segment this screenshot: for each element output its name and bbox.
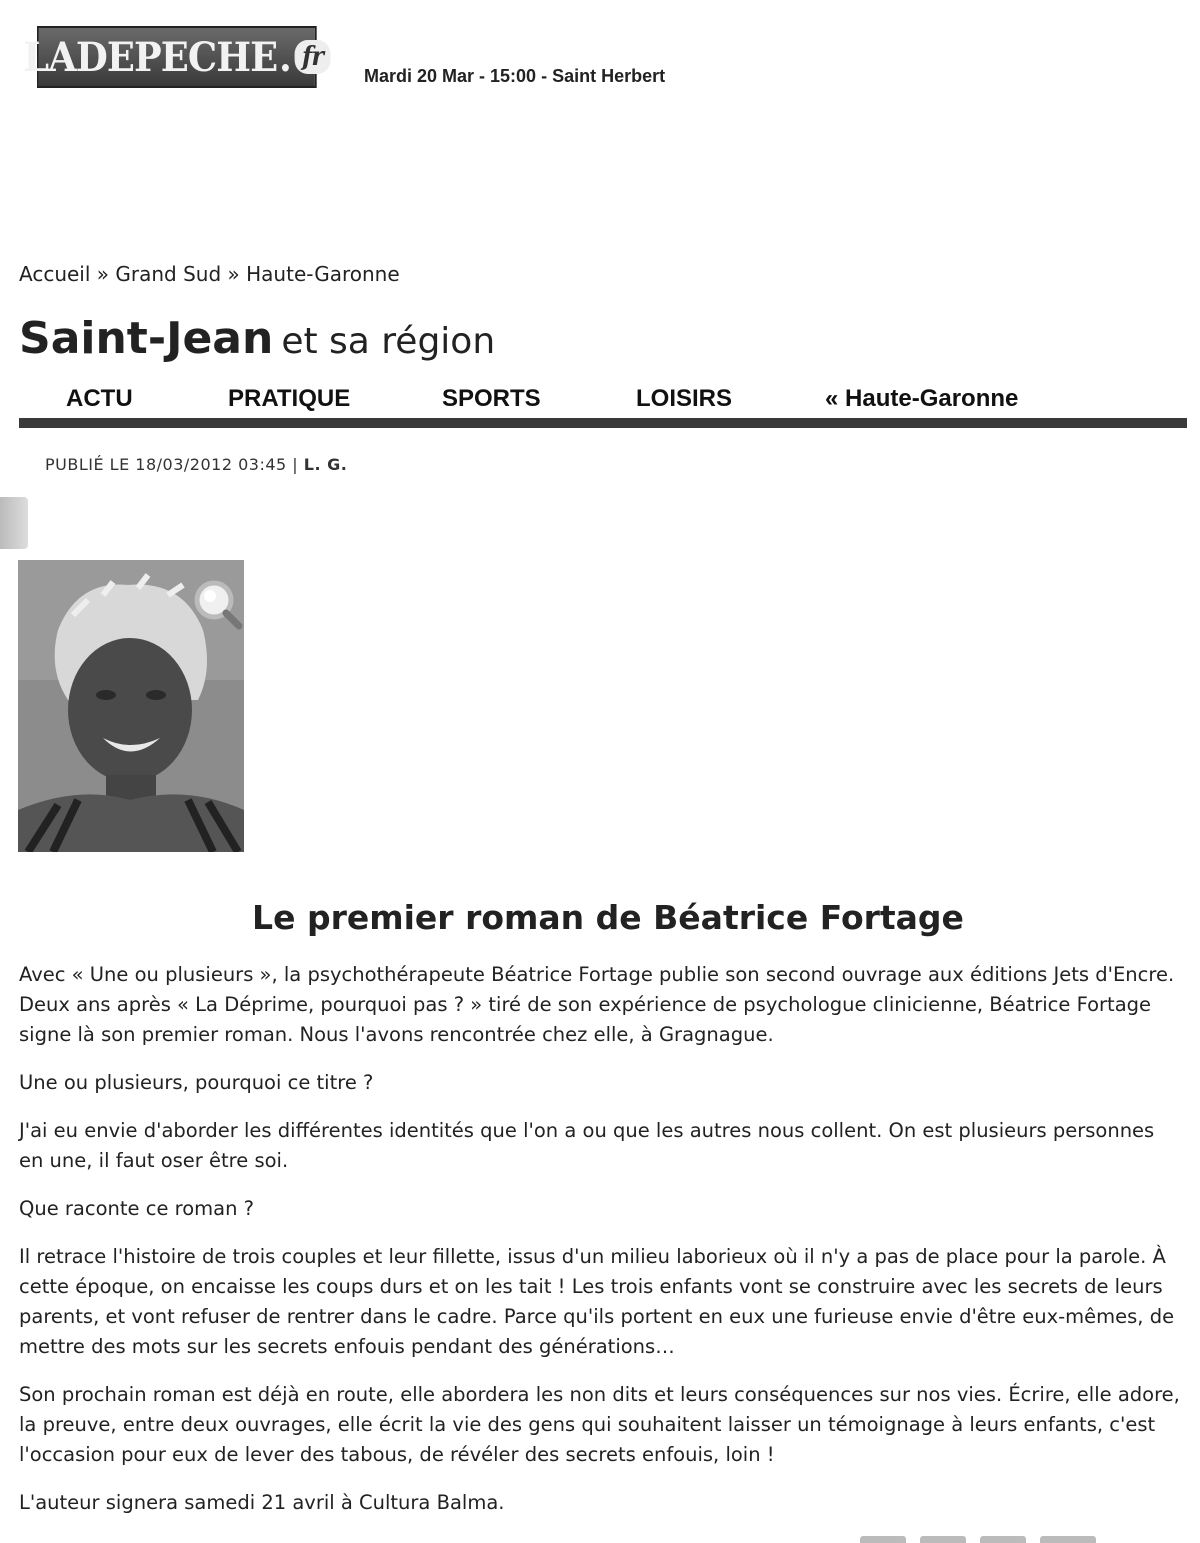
breadcrumb	[19, 262, 400, 286]
share-icon[interactable]	[920, 1536, 966, 1543]
site-logo[interactable]	[23, 26, 324, 88]
breadcrumb-item-grand-sud[interactable]: Grand Sud	[115, 262, 222, 286]
nav-divider	[19, 418, 1187, 428]
breadcrumb-separator: »	[96, 262, 110, 286]
side-tab[interactable]	[0, 497, 28, 549]
publication-info	[45, 455, 347, 474]
section-title-sub: et sa région	[281, 321, 496, 362]
breadcrumb-item-accueil[interactable]: Accueil	[19, 262, 91, 286]
share-icon[interactable]	[860, 1536, 906, 1543]
article-paragraph: Il retrace l'histoire de trois couples et leur fillette, issus d'un milieu laborieux où il n'y a pas de place pour la parole. À cette époque, on encaisse les coups durs et on les tait ! Les trois enfants vont se construire avec les secrets de leurs parents, et vont refuser de rentrer dans le cadre. Parce qu'ils portent en eux une furieuse envie d'être eux-mêmes, de mettre des mots sur les secrets enfouis pendant des générations…	[19, 1245, 1175, 1358]
author-initials: L. G.	[303, 455, 348, 474]
article-question: Une ou plusieurs, pourquoi ce titre ?	[19, 1071, 374, 1094]
article-headline: Le premier roman de Béatrice Fortage	[252, 898, 964, 937]
breadcrumb-item-haute-garonne[interactable]: Haute-Garonne	[246, 262, 400, 286]
article-paragraph: Avec « Une ou plusieurs », la psychothérapeute Béatrice Fortage publie son second ouvrage aux éditions Jets d'Encre. Deux ans après « La Déprime, pourquoi pas ? » tiré de son expérience de psychologue clinicienne, Béatrice Fortage signe là son premier roman. Nous l'avons rencontrée chez elle, à Gragnague.	[19, 963, 1175, 1046]
footer-share-icons	[860, 1536, 1150, 1543]
article-paragraph: J'ai eu envie d'aborder les différentes identités que l'on a ou que les autres nous collent. On est plusieurs personnes en une, il faut oser être soi.	[19, 1119, 1155, 1172]
nav-item-pratique[interactable]: PRATIQUE	[228, 385, 351, 412]
nav-item-sports[interactable]: SPORTS	[442, 385, 541, 412]
share-icon[interactable]	[980, 1536, 1026, 1543]
section-nav	[19, 382, 1187, 418]
logo-main-text: LADEPECHE	[23, 33, 278, 81]
section-title	[19, 313, 495, 364]
article-question: Que raconte ce roman ?	[19, 1197, 255, 1220]
section-title-main: Saint-Jean	[19, 313, 274, 364]
article-paragraph: L'auteur signera samedi 21 avril à Cultura Balma.	[19, 1491, 505, 1514]
share-icon[interactable]	[1040, 1536, 1096, 1543]
portrait-image	[18, 560, 244, 852]
dateline: Mardi 20 Mar - 15:00 - Saint Herbert	[364, 66, 666, 86]
author-photo[interactable]	[18, 560, 244, 852]
article-paragraph: Son prochain roman est déjà en route, elle abordera les non dits et leurs conséquences sur nos vies. Écrire, elle adore, la preuve, entre deux ouvrages, elle écrit la vie des gens qui souhaitent laisser un témoignage à leurs enfants, c'est l'occasion pour eux de lever des tabous, de révéler des secrets enfouis, loin !	[19, 1383, 1180, 1466]
logo-suffix: fr	[295, 40, 331, 74]
article-body	[19, 960, 1184, 1536]
published-date: PUBLIÉ LE 18/03/2012 03:45 |	[45, 455, 299, 474]
logo-dot: .	[279, 33, 291, 81]
nav-item-haute-garonne[interactable]: « Haute-Garonne	[825, 385, 1019, 412]
breadcrumb-separator: »	[227, 262, 240, 286]
nav-item-actu[interactable]: ACTU	[66, 385, 133, 412]
nav-item-loisirs[interactable]: LOISIRS	[636, 385, 733, 412]
